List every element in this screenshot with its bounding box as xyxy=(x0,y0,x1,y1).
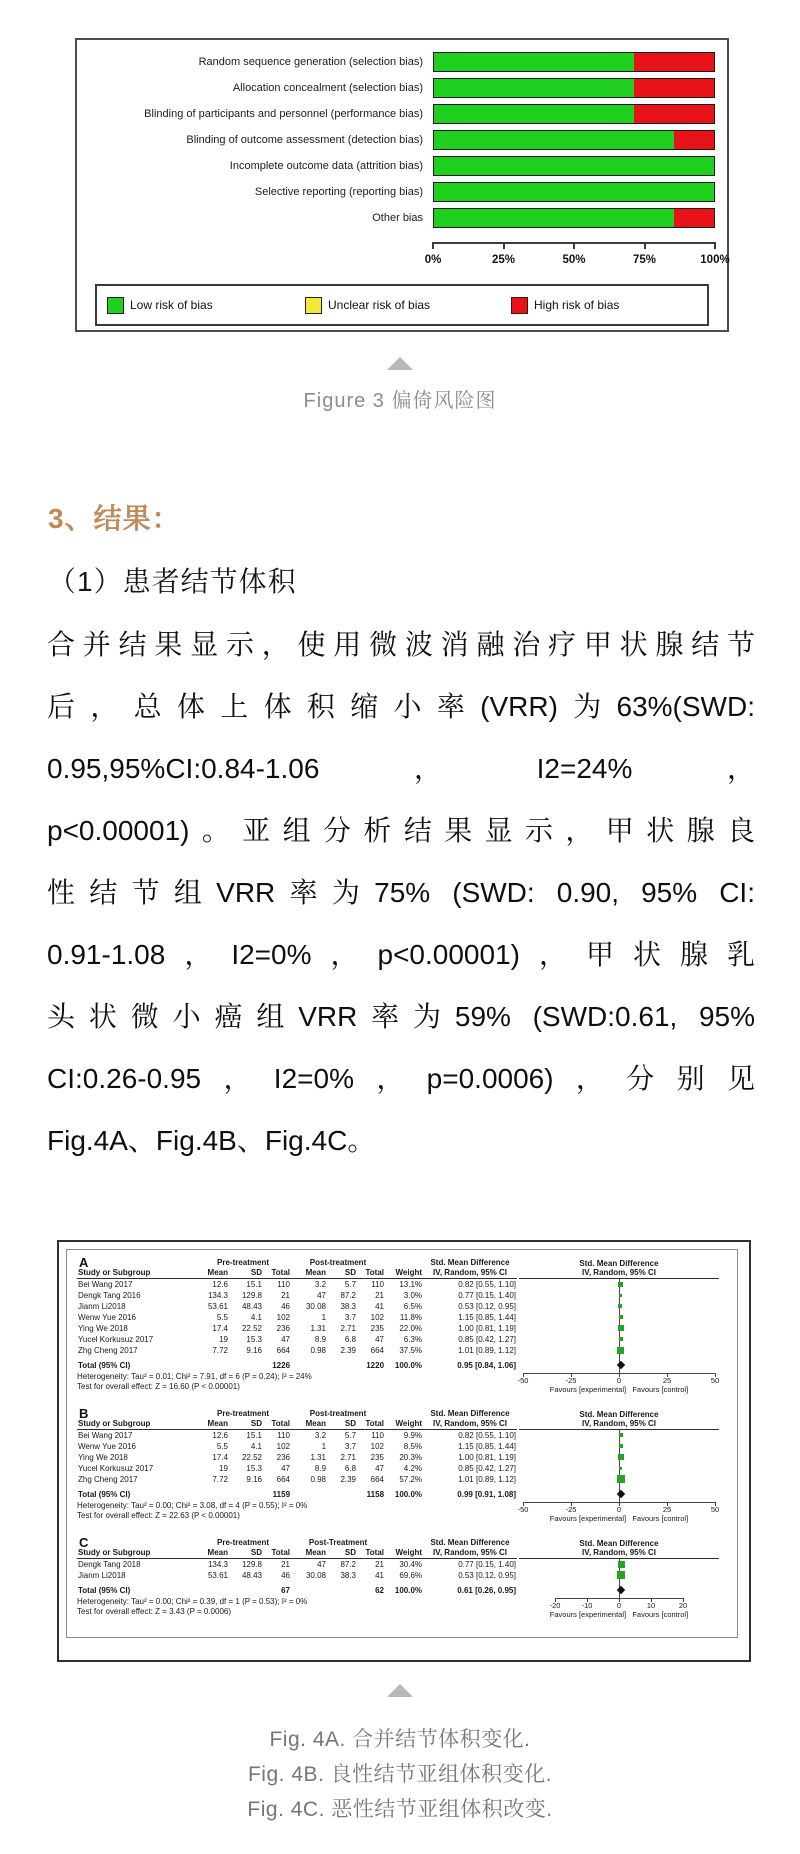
paragraph-line: 性结节组VRR率为75% (SWD: 0.90, 95% CI: xyxy=(47,877,755,908)
effect-square xyxy=(618,1304,622,1308)
axis-tick-label: 100% xyxy=(700,254,730,266)
bias-bar xyxy=(433,208,715,228)
legend-label: High risk of bias xyxy=(534,298,620,312)
paragraph-line: CI:0.26-0.95，I2=0%，p=0.0006)，分别见 xyxy=(47,1063,755,1094)
bias-row xyxy=(77,104,727,124)
forest-section-A xyxy=(67,1255,737,1399)
high-risk-segment xyxy=(634,53,714,71)
forest-study-row: Wenw Yue 2016 5.5 4.1 102 1 3.7 102 8.5% 1.15 [0.85, 1.44] xyxy=(78,1442,517,1451)
total-diamond xyxy=(617,1361,625,1369)
bias-row xyxy=(77,130,727,150)
bias-bar xyxy=(433,130,715,150)
effect-square xyxy=(619,1294,622,1297)
figure4a-caption: Fig. 4A. 合并结节体积变化. xyxy=(269,1728,531,1751)
forest-study-row: Dengk Tang 2018 134.3 129.8 21 47 87.2 21 30.4% 0.77 [0.15, 1.40] xyxy=(78,1560,517,1569)
forest-plot-area xyxy=(519,1409,719,1528)
bias-category-label: Allocation concealment (selection bias) xyxy=(232,82,423,94)
effect-square xyxy=(618,1282,623,1287)
heterogeneity-note: Heterogeneity: Tau² = 0.00; Chi² = 3.08, df = 4 (P = 0.55); I² = 0% xyxy=(77,1501,308,1510)
forest-study-row: Wenw Yue 2016 5.5 4.1 102 1 3.7 102 11.8% 1.15 [0.85, 1.44] xyxy=(78,1313,517,1322)
section-label: B xyxy=(79,1406,89,1421)
results-heading: 3、结果： xyxy=(48,503,181,534)
bias-bar xyxy=(433,156,715,176)
paragraph-line: 后，总体上体积缩小率(VRR)为63%(SWD: xyxy=(47,691,755,722)
bias-bar xyxy=(433,182,715,202)
collapse-triangle-icon xyxy=(387,1684,413,1697)
effect-square xyxy=(618,1325,624,1331)
axis-tick-label: 0 xyxy=(616,1505,622,1514)
axis-tick-label: 50 xyxy=(710,1505,720,1514)
figure4b-caption: Fig. 4B. 良性结节亚组体积变化. xyxy=(247,1763,553,1786)
total-diamond xyxy=(617,1490,625,1498)
high-risk-segment xyxy=(634,79,714,97)
figure3-caption: Figure 3 偏倚风险图 xyxy=(303,390,497,412)
effect-square xyxy=(618,1561,625,1568)
plot-subheader: IV, Random, 95% CI xyxy=(582,1419,656,1428)
plot-subheader: IV, Random, 95% CI xyxy=(582,1268,656,1277)
forest-plot-area xyxy=(519,1258,719,1399)
high-risk-segment xyxy=(634,105,714,123)
forest-study-row: Dengk Tang 2016 134.3 129.8 21 47 87.2 21 3.0% 0.77 [0.15, 1.40] xyxy=(78,1291,517,1300)
effect-square xyxy=(617,1347,624,1354)
figure4-forest-plots xyxy=(57,1240,751,1662)
effect-square xyxy=(619,1444,623,1448)
forest-study-row: Yucel Korkusuz 2017 19 15.3 47 8.9 6.8 47 6.3% 0.85 [0.42, 1.27] xyxy=(78,1335,517,1344)
axis-tick xyxy=(573,242,575,249)
legend-swatch-icon xyxy=(511,297,528,314)
legend-swatch-icon xyxy=(107,297,124,314)
forest-study-row: Bei Wang 2017 12.6 15.1 110 3.2 5.7 110 13.1% 0.82 [0.55, 1.10] xyxy=(78,1280,517,1289)
legend-swatch-icon xyxy=(305,297,322,314)
forest-section-B xyxy=(67,1406,737,1528)
bias-bar xyxy=(433,78,715,98)
effect-square xyxy=(619,1433,623,1437)
plot-header: Std. Mean Difference xyxy=(579,1259,659,1268)
axis-tick xyxy=(503,242,505,249)
forest-group-headers: Pre-treatment Post-treatment Std. Mean Difference xyxy=(217,1258,510,1267)
axis-tick xyxy=(432,242,434,249)
total-diamond xyxy=(617,1586,625,1594)
overall-effect-note: Test for overall effect: Z = 16.60 (P < 0.00001) xyxy=(77,1382,240,1391)
effect-square xyxy=(619,1315,623,1319)
legend-label: Unclear risk of bias xyxy=(328,298,431,312)
forest-study-row: Jianm Li2018 53.61 48.43 46 30.08 38.3 41 69.6% 0.53 [0.12, 0.95] xyxy=(78,1571,517,1580)
forest-column-headers: Study or Subgroup Mean SD Total Mean SD Total Weight IV, Random, 95% CI xyxy=(77,1419,517,1430)
forest-study-row: Jianm Li2018 53.61 48.43 46 30.08 38.3 41 6.5% 0.53 [0.12, 0.95] xyxy=(78,1302,517,1311)
forest-total-row: Total (95% CI) 67 62 100.0% 0.61 [0.26, 0.95] xyxy=(78,1586,517,1595)
forest-plot-image xyxy=(66,1249,738,1638)
forest-study-row: Zhg Cheng 2017 7.72 9.16 664 0.98 2.39 664 57.2% 1.01 [0.89, 1.12] xyxy=(78,1475,517,1484)
forest-study-row: Zhg Cheng 2017 7.72 9.16 664 0.98 2.39 664 37.5% 1.01 [0.89, 1.12] xyxy=(78,1346,517,1355)
legend-item xyxy=(511,286,619,324)
effect-square xyxy=(619,1467,622,1470)
bias-legend xyxy=(95,284,709,326)
axis-tick-label: 20 xyxy=(678,1601,688,1610)
axis-tick-label: 0 xyxy=(616,1601,622,1610)
paragraph-line: 头状微小癌组VRR率为59% (SWD:0.61, 95% xyxy=(47,1001,755,1032)
favours-labels: Favours [experimental] Favours [control] xyxy=(549,1610,689,1619)
plot-subheader: IV, Random, 95% CI xyxy=(582,1548,656,1557)
heterogeneity-note: Heterogeneity: Tau² = 0.01; Chi² = 7.91, df = 6 (P = 0.24); I² = 24% xyxy=(77,1372,312,1381)
favours-labels: Favours [experimental] Favours [control] xyxy=(549,1514,689,1523)
axis-tick-label: -50 xyxy=(517,1376,529,1385)
bias-category-label: Blinding of participants and personnel (performance bias) xyxy=(144,108,423,120)
bias-row xyxy=(77,52,727,72)
bias-category-label: Random sequence generation (selection bias) xyxy=(198,56,423,68)
section-label: C xyxy=(79,1535,89,1550)
axis-tick-label: 50 xyxy=(710,1376,720,1385)
forest-table xyxy=(77,1409,517,1500)
axis-tick-label: 10 xyxy=(646,1601,656,1610)
paragraph-line: 0.91-1.08，I2=0%，p<0.00001)，甲状腺乳 xyxy=(47,939,755,970)
bias-x-axis xyxy=(424,242,730,278)
paragraph-line: p<0.00001)。亚组分析结果显示，甲状腺良 xyxy=(47,815,755,846)
axis-tick-label: 25% xyxy=(491,254,516,266)
forest-study-row: Ying We 2018 17.4 22.52 236 1.31 2.71 235 20.3% 1.00 [0.81, 1.19] xyxy=(78,1453,517,1462)
axis-tick-label: 75% xyxy=(632,254,657,266)
axis-tick-label: -10 xyxy=(581,1601,593,1610)
effect-square xyxy=(617,1475,625,1483)
figure3-risk-of-bias-chart xyxy=(75,38,729,332)
figure4c-caption: Fig. 4C. 恶性结节亚组体积改变. xyxy=(247,1798,553,1821)
forest-section-C xyxy=(67,1535,737,1624)
forest-total-row: Total (95% CI) 1159 1158 100.0% 0.99 [0.91, 1.08] xyxy=(78,1490,517,1499)
axis-tick-label: 0% xyxy=(424,254,442,266)
axis-tick xyxy=(714,242,716,249)
high-risk-segment xyxy=(674,209,714,227)
forest-group-headers: Pre-treatment Post-Treatment Std. Mean Difference xyxy=(217,1538,510,1547)
paragraph-line: Fig.4A、Fig.4B、Fig.4C。 xyxy=(47,1125,376,1156)
favours-labels: Favours [experimental] Favours [control] xyxy=(549,1385,689,1394)
bias-category-label: Blinding of outcome assessment (detection bias) xyxy=(186,134,423,146)
axis-tick xyxy=(644,242,646,249)
forest-table xyxy=(77,1538,517,1596)
bias-row xyxy=(77,182,727,202)
bias-row xyxy=(77,156,727,176)
forest-group-headers: Pre-treatment Post-treatment Std. Mean Difference xyxy=(217,1409,510,1418)
paragraph-line: 0.95,95%CI:0.84-1.06，I2=24%， xyxy=(47,753,755,784)
bias-bar xyxy=(433,52,715,72)
high-risk-segment xyxy=(674,131,714,149)
plot-header: Std. Mean Difference xyxy=(579,1539,659,1548)
effect-square xyxy=(618,1454,624,1460)
figure4-captions xyxy=(0,1722,800,1827)
legend-label: Low risk of bias xyxy=(130,298,213,312)
forest-study-row: Bei Wang 2017 12.6 15.1 110 3.2 5.7 110 9.9% 0.82 [0.55, 1.10] xyxy=(78,1431,517,1440)
forest-plot-area xyxy=(519,1538,719,1624)
paragraph-line: 合并结果显示，使用微波消融治疗甲状腺结节 xyxy=(47,629,755,660)
results-paragraph xyxy=(47,614,755,1172)
axis-tick-label: 0 xyxy=(616,1376,622,1385)
forest-column-headers: Study or Subgroup Mean SD Total Mean SD Total Weight IV, Random, 95% CI xyxy=(77,1268,517,1279)
axis-tick-label: -20 xyxy=(549,1601,561,1610)
legend-item xyxy=(107,286,213,324)
bias-category-label: Selective reporting (reporting bias) xyxy=(254,186,423,198)
plot-header: Std. Mean Difference xyxy=(579,1410,659,1419)
overall-effect-note: Test for overall effect: Z = 22.63 (P < 0.00001) xyxy=(77,1511,240,1520)
results-subheading: （1）患者结节体积 xyxy=(48,566,297,597)
axis-tick-label: -50 xyxy=(517,1505,529,1514)
legend-item xyxy=(305,286,430,324)
bias-category-label: Incomplete outcome data (attrition bias) xyxy=(229,160,423,172)
effect-square xyxy=(619,1337,623,1341)
axis-tick-label: -25 xyxy=(565,1376,577,1385)
bias-row xyxy=(77,78,727,98)
axis-tick-label: -25 xyxy=(565,1505,577,1514)
bias-row xyxy=(77,208,727,228)
axis-tick-label: 25 xyxy=(662,1505,672,1514)
forest-column-headers: Study or Subgroup Mean SD Total Mean SD Total Weight IV, Random, 95% CI xyxy=(77,1548,517,1559)
effect-square xyxy=(617,1571,625,1579)
bias-bar xyxy=(433,104,715,124)
forest-table xyxy=(77,1258,517,1371)
heterogeneity-note: Heterogeneity: Tau² = 0.00; Chi² = 0.39, df = 1 (P = 0.53); I² = 0% xyxy=(77,1597,308,1606)
forest-total-row: Total (95% CI) 1226 1220 100.0% 0.95 [0.84, 1.06] xyxy=(78,1361,517,1370)
section-label: A xyxy=(79,1255,89,1270)
forest-study-row: Ying We 2018 17.4 22.52 236 1.31 2.71 235 22.0% 1.00 [0.81, 1.19] xyxy=(78,1324,517,1333)
overall-effect-note: Test for overall effect: Z = 3.43 (P = 0.0006) xyxy=(77,1607,232,1616)
bias-category-label: Other bias xyxy=(372,212,423,224)
forest-study-row: Yucel Korkusuz 2017 19 15.3 47 8.9 6.8 47 4.2% 0.85 [0.42, 1.27] xyxy=(78,1464,517,1473)
collapse-triangle-icon xyxy=(387,357,413,370)
axis-tick-label: 50% xyxy=(562,254,586,266)
axis-tick-label: 25 xyxy=(662,1376,672,1385)
